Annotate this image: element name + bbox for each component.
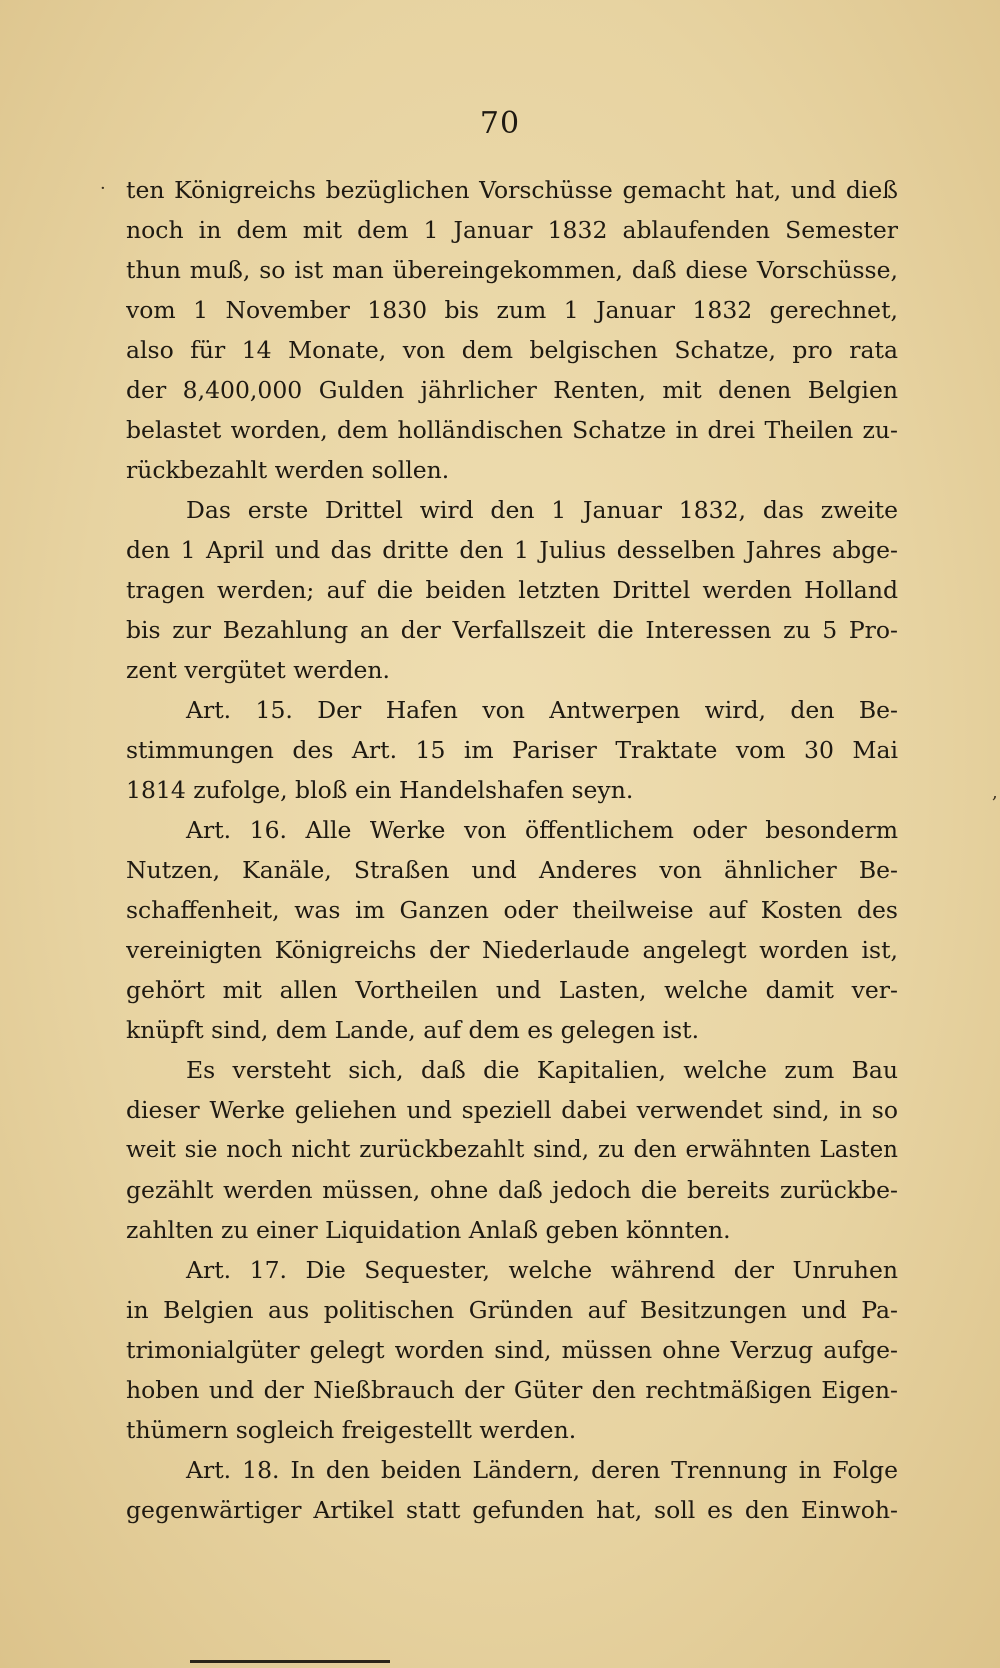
page-edge-rule <box>190 1660 390 1663</box>
text-line: trimonialgüter gelegt worden sind, müssen ohne Verzug aufge- <box>126 1336 898 1364</box>
text-line: rückbezahlt werden sollen. <box>126 456 450 484</box>
text-line: gegenwärtiger Artikel statt gefunden hat, soll es den Einwoh- <box>126 1496 898 1524</box>
text-line: Art. 18. In den beiden Ländern, deren Trennung in Folge <box>186 1456 898 1484</box>
text-line: Art. 16. Alle Werke von öffentlichem oder besonderm <box>186 816 898 844</box>
text-line: zent vergütet werden. <box>126 656 391 684</box>
text-line: Nutzen, Kanäle, Straßen und Anderes von ähnlicher Be- <box>126 856 898 884</box>
text-line: ten Königreichs bezüglichen Vorschüsse gemacht hat, und dieß <box>126 176 898 204</box>
text-line: gehört mit allen Vortheilen und Lasten, welche damit ver- <box>126 976 898 1004</box>
text-line: vereinigten Königreichs der Niederlaude angelegt worden ist, <box>126 936 898 964</box>
text-line: dieser Werke geliehen und speziell dabei verwendet sind, in so <box>126 1096 898 1124</box>
text-line: schaffenheit, was im Ganzen oder theilweise auf Kosten des <box>126 896 898 924</box>
text-line: den 1 April und das dritte den 1 Julius desselben Jahres abge- <box>126 536 898 564</box>
body-text <box>126 170 898 1530</box>
margin-dot: · <box>100 178 106 199</box>
margin-mark-right: , <box>992 782 998 803</box>
text-line: zahlten zu einer Liquidation Anlaß geben könnten. <box>126 1216 731 1244</box>
text-line: weit sie noch nicht zurückbezahlt sind, zu den erwähnten Lasten <box>126 1137 898 1163</box>
text-line: belastet worden, dem holländischen Schatze in drei Theilen zu- <box>126 416 898 444</box>
text-line: der 8,400,000 Gulden jährlicher Renten, mit denen Belgien <box>126 376 898 404</box>
text-line: tragen werden; auf die beiden letzten Drittel werden Holland <box>126 576 898 604</box>
text-line: 1814 zufolge, bloß ein Handelshafen seyn. <box>126 776 634 804</box>
text-line: vom 1 November 1830 bis zum 1 Januar 1832 gerechnet, <box>126 296 898 324</box>
text-line: bis zur Bezahlung an der Verfallszeit die Interessen zu 5 Pro- <box>126 616 898 644</box>
text-line: knüpft sind, dem Lande, auf dem es gelegen ist. <box>126 1016 700 1044</box>
text-line: stimmungen des Art. 15 im Pariser Traktate vom 30 Mai <box>126 736 898 764</box>
text-line: Art. 17. Die Sequester, welche während der Unruhen <box>186 1256 898 1284</box>
text-line: also für 14 Monate, von dem belgischen Schatze, pro rata <box>126 336 898 364</box>
text-line: noch in dem mit dem 1 Januar 1832 ablaufenden Semester <box>126 216 898 244</box>
text-line: in Belgien aus politischen Gründen auf Besitzungen und Pa- <box>126 1296 898 1324</box>
text-line: gezählt werden müssen, ohne daß jedoch die bereits zurückbe- <box>126 1176 898 1204</box>
text-line: Das erste Drittel wird den 1 Januar 1832, das zweite <box>186 496 898 524</box>
text-line: hoben und der Nießbrauch der Güter den rechtmäßigen Eigen- <box>126 1376 898 1404</box>
text-line: Art. 15. Der Hafen von Antwerpen wird, den Be- <box>186 696 898 724</box>
text-line: thümern sogleich freigestellt werden. <box>126 1416 577 1444</box>
page-number: 70 <box>479 106 521 141</box>
text-line: thun muß, so ist man übereingekommen, daß diese Vorschüsse, <box>126 256 898 284</box>
text-line: Es versteht sich, daß die Kapitalien, welche zum Bau <box>186 1056 898 1084</box>
